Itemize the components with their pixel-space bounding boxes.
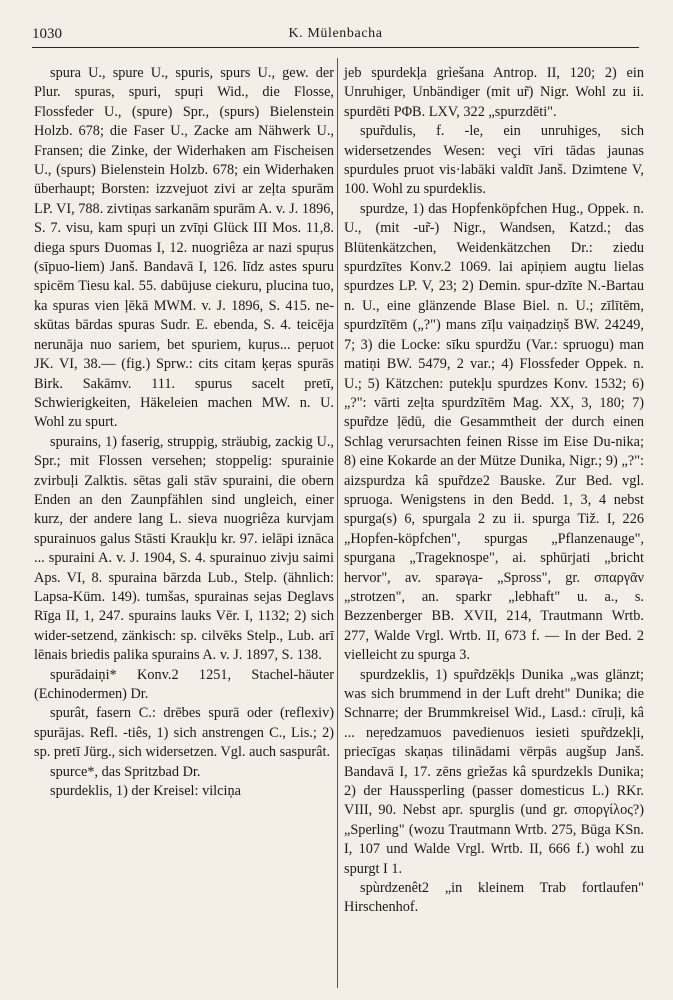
header-rule <box>32 47 639 48</box>
entry-spuradaini: spurādaiņi* Konv.2 1251, Stachel-häuter (Echinodermen) Dr. <box>34 666 334 702</box>
entry-spurdzeklis: spurdzeklis, 1) spur̃dzēkļs Dunika „was glänzt; was sich brummend in der Luft dreht" Dunika; die Schnarre; der Brummkreisel Wid., Lasd.: cīruļi, kâ ... neŗedzamuos pavedienuos iesieti spur̃dzekļi, priecīgas skaņas tilinādami vērpās augšup Janš. Bandavā I, 17. zēns grìežas kâ spurdzekls Dunika; 2) der Haussperling (passer domesticus L.) RKr. VIII, 90. Nebst apr. spurglis (und gr. σποργίλος?) „Sperling" (wozu Trautmann Wrtb. 275, Būga KSn. I, 107 und Walde Vrgl. Wrtb. II, 666 f.) wohl zu spurgt I 1. <box>344 666 644 877</box>
entry-spurdze: spurdze, 1) das Hopfenköpfchen Hug., Oppek. n. U., (mit -ur̃-) Nigr., Wandsen, Katzd.; das Blütenkätzchen, Weidenkätzchen Dr.: ziedu spurdzītes Konv.2 1069. lai apiņiem augtu lielas spurdzes LP. V, 23; 2) Demin. spur-dzīte N.-Bartau n. U., eine glänzende Blase Biel. n. U.; zīlītēm, spurdzītēm („?") mans zīļu vaiņadziņš BW. 24249, 7; 3) die Locke: sīku spurdžu (Var.: spruogu) man matiņi BW. 5479, 2 var.; 4) Flossfeder Oppek. n. U.; 5) Kätzchen: putekļu spurdzes Konv. 1532; 6) „?": vārti zeļta spurdzītēm Mag. XX, 3, 180; 7) spur̃dze ļēdū, die Gesammtheit der durch einen Schlag verursachten feinen Risse im Eise Du-nika; 8) eine Kokarde an der Mütze Dunika, Nigr.; 9) „?": aizspurdza kâ spur̃dze2 Bauske. Zur Bed. vgl. spruoga. Wenigstens in den Bedd. 1, 3, 4 nebst spurga(s) 6, spurgala 2 zu ii. spurga Tiž. I, 226 „Hopfen-köpfchen", spurgas „Pflanzenauge", spurgana „Trageknospe", ai. sphūrjati „bricht hervor", av. sparəγa- „Spross", gr. σπαργᾶν „strotzen", an. sparkr „lebhaft" u. a., s. Bezzenberger BB. XVII, 214, Trautmann Wrtb. 277, Walde Vrgl. Wrtb. II, 673 f. — In der Bed. 2 vielleicht zu spurga 3. <box>344 200 644 664</box>
left-column <box>34 64 334 801</box>
running-head: K. Mülenbacha <box>288 26 383 41</box>
column-divider <box>337 58 338 988</box>
entry-spura: spura U., spure U., spuris, spurs U., gew. der Plur. spuras, spuri, spuŗi Wid., die Flosse, Flossfeder U., (spure) Spr., (spurs) Bielenstein Holzb. 678; die Faser U., Zacke am Nähwerk U., Fransen; die Zinke, der Widerhaken am Fischeisen U., (spurs) Bielenstein Holzb. 678; ein Widerhaken überhaupt; Borsten: izzvejuot zivi ar zeļta spurām LP. VI, 788. zivtiņas sarkanām spurām A. v. J. 1896, S. 7. visu, kam spuŗi un zvīņi Glück III Mos. 11,8. diega spurs Duomas I, 12. nuogriêza ar nazi spuŗus (sīpuo-liem) Janš. Bandavā I, 126. līdz astes spuru spicēm Tiesu kal. 55. dabūjuse ciekuru, plucina tuo, ka spuras vien ļēkā MWM. v. J. 1896, S. 415. ne-skūtas bārdas spuras Sudr. E. ebenda, S. 4. teicēja nerunāja nuo sariem, bet spuriem, kuŗus... peŗuot JK. VI, 38.— (fig.) Sprw.: cits citam ķeŗas spurās Birk. Sakāmv. 111. spurus sacelt pretī, Schwierigkeiten, Häkeleien machen MW. n. U. Wohl zu spurt. <box>34 65 334 431</box>
entry-spurdzenet: spùrdzenêt2 „in kleinem Trab fortlaufen" Hirschenhof. <box>344 880 644 916</box>
entry-spurdeklis: spurdeklis, 1) der Kreisel: vilciņa <box>50 783 241 800</box>
entry-spurains: spurains, 1) faserig, struppig, sträubig, zackig U., Spr.; mit Flossen versehen; stoppelig: spurainie zvirbuļi Zalktis. sētas gali stāv spuraini, die obern Enden an den Zaunpfählen sind ungleich, einer kurz, der andere lang L. sieva nuogriêza kurvjam spurainuos galus Stāsti Kraukļu kr. 97. ielāpi iznāca ... spuraini A. v. J. 1904, S. 4. spurainuo zivju saimi Aps. VI, 8. spuraina bārzda Lub., Stelp. (ähnlich: Lapsa-Küm. 149). tumšas, spurainas sejas Deglavs Rīga II, 1, 247. spurains lauks Vēr. I, 1132; 2) sich wider-setzend, zänkisch: sp. cilvēks Stelp., Lub. arī lēnais briedis palika spurains A. v. J. 1897, S. 138. <box>34 433 334 664</box>
entry-spurat: spurât, fasern C.: drēbes spurā oder (reflexiv) spurājas. Refl. -tiês, 1) sich anstrengen C., Lis.; 2) sp. pretī Jürg., sich widersetzen. Vgl. auch saspurât. <box>34 705 334 761</box>
entry-spurce: spurce*, das Spritzbad Dr. <box>50 763 201 780</box>
entry-spurdeklis-continued: jeb spurdekļa grìešana Antrop. II, 120; 2) ein Unruhiger, Unbändiger (mit ur̃) Nigr. Wohl zu ii. spurdēti PΦB. LXV, 322 „spurzdēti". <box>344 65 644 120</box>
page-number: 1030 <box>32 26 62 42</box>
right-column <box>344 64 644 918</box>
page-header <box>32 26 639 48</box>
entry-spurdulis: spur̃dulis, f. -le, ein unruhiges, sich widersetzendes Wesen: veçi vīri tādas jaunas spurdules pruot vis·labāki valdīt Janš. Dzimtene V, 100. Wohl zu spurdeklis. <box>344 123 644 198</box>
